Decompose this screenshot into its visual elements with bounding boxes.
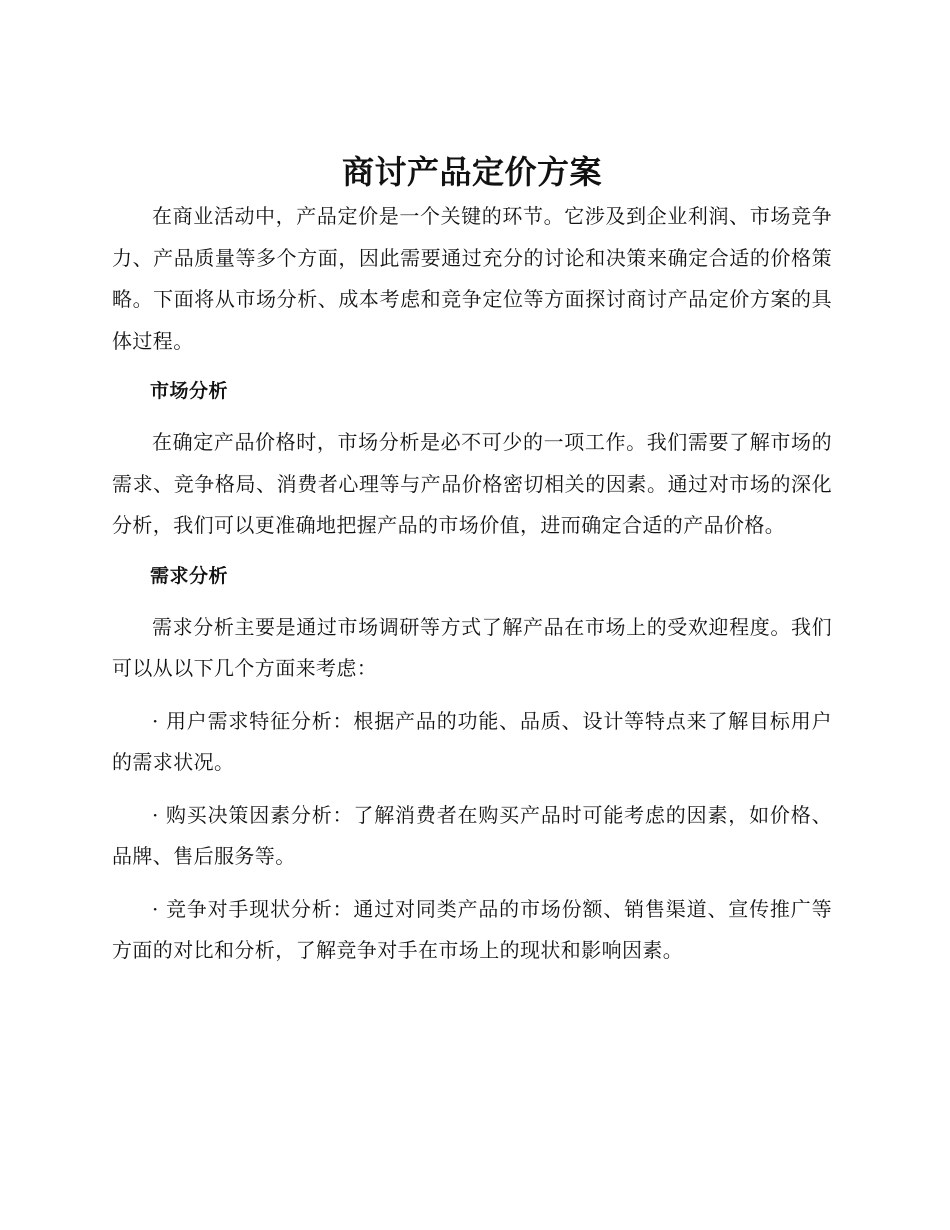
section-paragraph-market-analysis: 在确定产品价格时，市场分析是必不可少的一项工作。我们需要了解市场的需求、竞争格局、消费者心理等与产品价格密切相关的因素。通过对市场的深化分析，我们可以更准确地把握产品的市场价值，进而确定合适的产品价格。 xyxy=(112,430,832,537)
document-body xyxy=(112,148,832,972)
section-heading-demand-analysis: 需求分析 xyxy=(150,564,229,587)
document-title: 商讨产品定价方案 xyxy=(341,153,602,191)
bullet-item-user-needs: · 用户需求特征分析：根据产品的功能、品质、设计等特点来了解目标用户的需求状况。 xyxy=(112,708,832,774)
section-heading-market-analysis: 市场分析 xyxy=(150,380,229,402)
intro-paragraph: 在商业活动中，产品定价是一个关键的环节。它涉及到企业利润、市场竞争力、产品质量等多个方面，因此需要通过充分的讨论和决策来确定合适的价格策略。下面将从市场分析、成本考虑和竞争定位等方面探讨商讨产品定价方案的具体过程。 xyxy=(112,204,832,353)
section-paragraph-demand-analysis: 需求分析主要是通过市场调研等方式了解产品在市场上的受欢迎程度。我们可以从以下几个方面来考虑： xyxy=(112,614,832,680)
bullet-item-purchase-factors: · 购买决策因素分析：了解消费者在购买产品时可能考虑的因素，如价格、品牌、售后服务等。 xyxy=(112,802,832,868)
bullet-item-competitor-status: · 竞争对手现状分析：通过对同类产品的市场份额、销售渠道、宣传推广等方面的对比和分析，了解竞争对手在市场上的现状和影响因素。 xyxy=(112,896,832,962)
